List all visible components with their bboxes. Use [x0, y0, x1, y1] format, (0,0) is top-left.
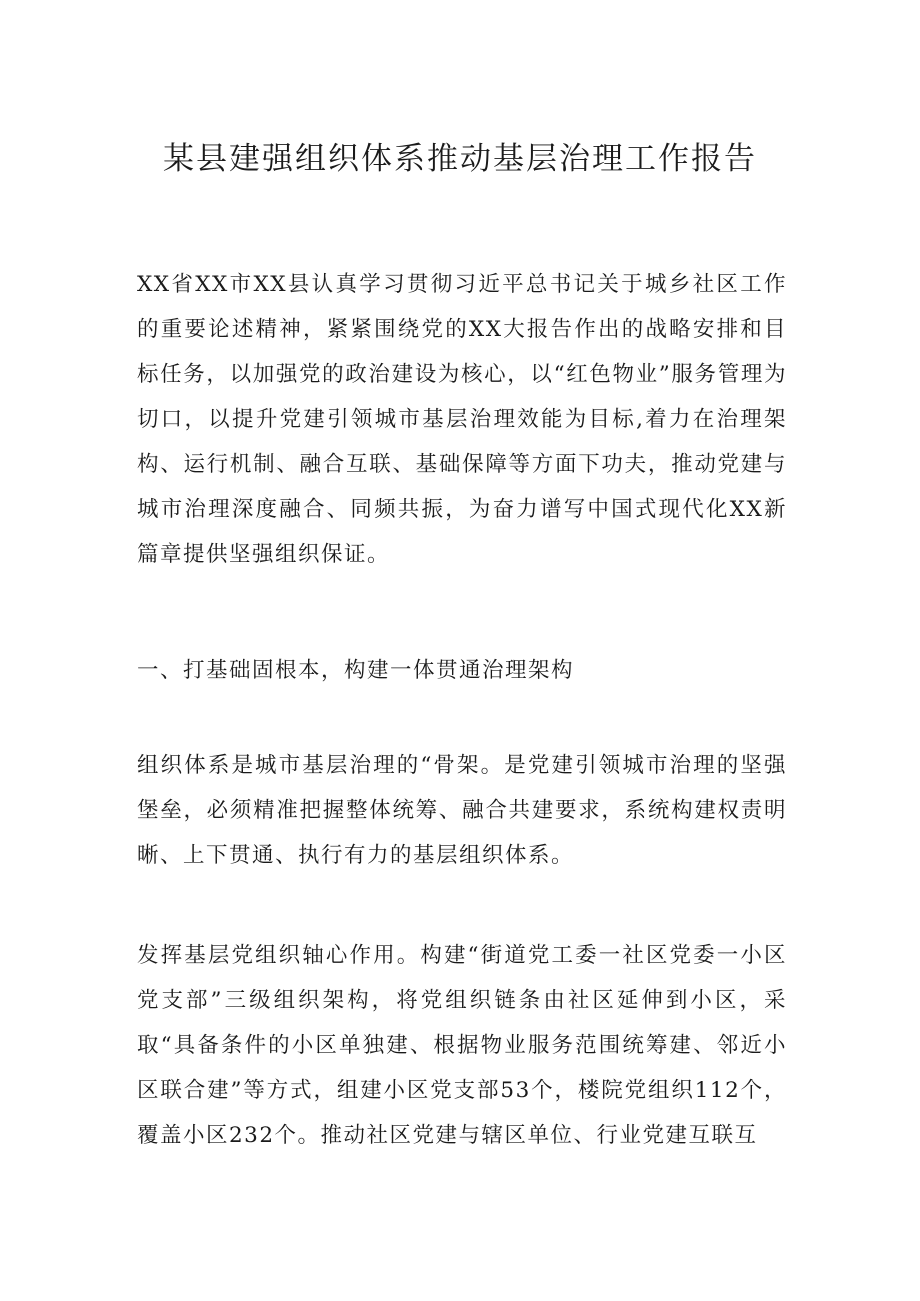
- section-heading: 一、打基础固根本，构建一体贯通治理架构: [137, 658, 575, 683]
- body-paragraph: 组织体系是城市基层治理的“骨架。是党建引领城市治理的坚强堡垒，必须精准把握整体统筹、融合共建要求，系统构建权责明晰、上下贯通、执行有力的基层组织体系。: [137, 753, 787, 868]
- body-paragraph: 发挥基层党组织轴心作用。构建“街道党工委一社区党委一小区党支部”三级组织架构，将党组织链条由社区延伸到小区，采取“具备条件的小区单独建、根据物业服务范围统筹建、邻近小区联合建”等方式，组建小区党支部53个，楼院党组织112个，覆盖小区232个。推动社区党建与辖区单位、行业党建互联互: [137, 943, 787, 1148]
- intro-paragraph: XX省XX市XX县认真学习贯彻习近平总书记关于城乡社区工作的重要论述精神，紧紧围绕党的XX大报告作出的战略安排和目标任务，以加强党的政治建设为核心，以“红色物业”服务管理为切口，以提升党建引领城市基层治理效能为目标,着力在治理架构、运行机制、融合互联、基础保障等方面下功夫，推动党建与城市治理深度融合、同频共振，为奋力谱写中国式现代化XX新篇章提供坚强组织保证。: [137, 272, 787, 567]
- document-title: 某县建强组织体系推动基层治理工作报告: [163, 141, 757, 177]
